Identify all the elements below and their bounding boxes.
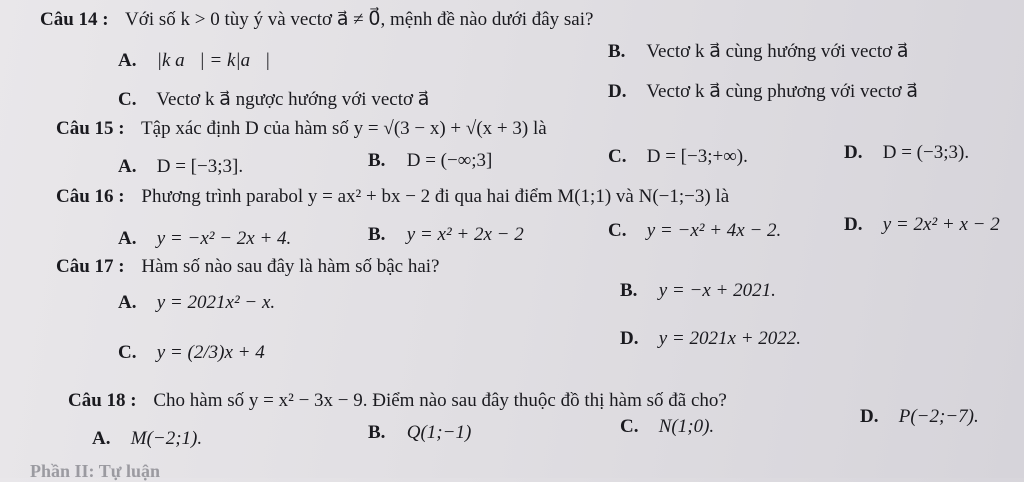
option-text: y = 2x² + x − 2	[882, 214, 1000, 235]
option-text: y = 2021x² − x.	[156, 292, 276, 313]
option-text: y = 2021x + 2022.	[658, 328, 802, 349]
q16-option-b	[368, 224, 524, 246]
q16-option-d	[844, 214, 1000, 236]
question-text: Hàm số nào sau đây là hàm số bậc hai?	[141, 256, 440, 277]
option-label: A.	[118, 292, 137, 313]
q17-option-d	[620, 328, 801, 350]
q15-option-d	[844, 142, 969, 164]
question-18	[68, 390, 727, 412]
option-label: B.	[368, 150, 386, 171]
q15-option-b	[368, 150, 492, 172]
option-label: C.	[620, 416, 639, 437]
option-text: P(−2;−7).	[898, 406, 979, 427]
q18-option-c	[620, 416, 714, 438]
question-17	[56, 256, 439, 278]
option-label: D.	[860, 406, 879, 427]
question-label: Câu 15 :	[56, 118, 125, 139]
question-text: Với số k > 0 tùy ý và vectơ a⃗ ≠ 0⃗, mệnh đề nào dưới đây sai?	[125, 9, 594, 30]
option-text: Q(1;−1)	[406, 422, 472, 443]
option-text: y = x² + 2x − 2	[406, 224, 524, 245]
option-text: |k a⃗| = k|a⃗|	[156, 50, 271, 71]
option-text: M(−2;1).	[130, 428, 203, 449]
option-label: D.	[844, 214, 863, 235]
q17-option-a	[118, 292, 275, 314]
option-label: C.	[608, 146, 627, 167]
option-text: D = [−3;+∞).	[646, 146, 748, 167]
question-label: Câu 16 :	[56, 186, 125, 207]
question-text: Phương trình parabol y = ax² + bx − 2 đi qua hai điểm M(1;1) và N(−1;−3) là	[141, 186, 730, 207]
question-label: Câu 17 :	[56, 256, 125, 277]
question-16	[56, 186, 729, 208]
q15-option-a	[118, 156, 243, 178]
option-text: Vectơ k a⃗ cùng hướng với vectơ a⃗	[646, 41, 909, 62]
option-text: y = −x² + 4x − 2.	[646, 220, 782, 241]
option-text: D = (−∞;3]	[406, 150, 493, 171]
option-text: Vectơ k a⃗ ngược hướng với vectơ a⃗	[156, 89, 430, 110]
q15-option-c	[608, 146, 748, 168]
option-text: D = (−3;3).	[882, 142, 970, 163]
option-label: A.	[118, 50, 137, 71]
option-label: C.	[608, 220, 627, 241]
q14-option-a	[118, 50, 270, 72]
q16-option-a	[118, 228, 291, 250]
q14-option-b	[608, 40, 909, 63]
q18-option-a	[92, 428, 202, 450]
q18-option-b	[368, 422, 471, 444]
option-label: A.	[118, 228, 137, 249]
q16-option-c	[608, 220, 781, 242]
option-label: A.	[92, 428, 111, 449]
option-text: N(1;0).	[658, 416, 715, 437]
option-label: B.	[368, 224, 386, 245]
option-label: D.	[620, 328, 639, 349]
option-label: D.	[844, 142, 863, 163]
q17-option-b	[620, 280, 776, 302]
q14-option-d	[608, 80, 918, 103]
q14-option-c	[118, 88, 429, 111]
q17-option-c	[118, 342, 265, 364]
question-text: Cho hàm số y = x² − 3x − 9. Điểm nào sau đây thuộc đồ thị hàm số đã cho?	[153, 390, 727, 411]
option-label: C.	[118, 89, 137, 110]
question-label: Câu 14 :	[40, 9, 109, 30]
question-label: Câu 18 :	[68, 390, 137, 411]
option-text: y = (2/3)x + 4	[156, 342, 265, 363]
option-label: D.	[608, 81, 627, 102]
option-text: D = [−3;3].	[156, 156, 244, 177]
question-14	[40, 8, 593, 31]
q18-option-d	[860, 406, 979, 428]
option-label: B.	[368, 422, 386, 443]
option-text: y = −x + 2021.	[658, 280, 776, 301]
option-text: y = −x² − 2x + 4.	[156, 228, 292, 249]
section-heading-essay: Phần II: Tự luận	[30, 461, 161, 481]
option-label: B.	[608, 41, 626, 62]
question-text: Tập xác định D của hàm số y = √(3 − x) + √(x + 3) là	[141, 118, 547, 139]
option-label: B.	[620, 280, 638, 301]
option-text: Vectơ k a⃗ cùng phương với vectơ a⃗	[646, 81, 919, 102]
option-label: A.	[118, 156, 137, 177]
option-label: C.	[118, 342, 137, 363]
question-15	[56, 118, 547, 140]
